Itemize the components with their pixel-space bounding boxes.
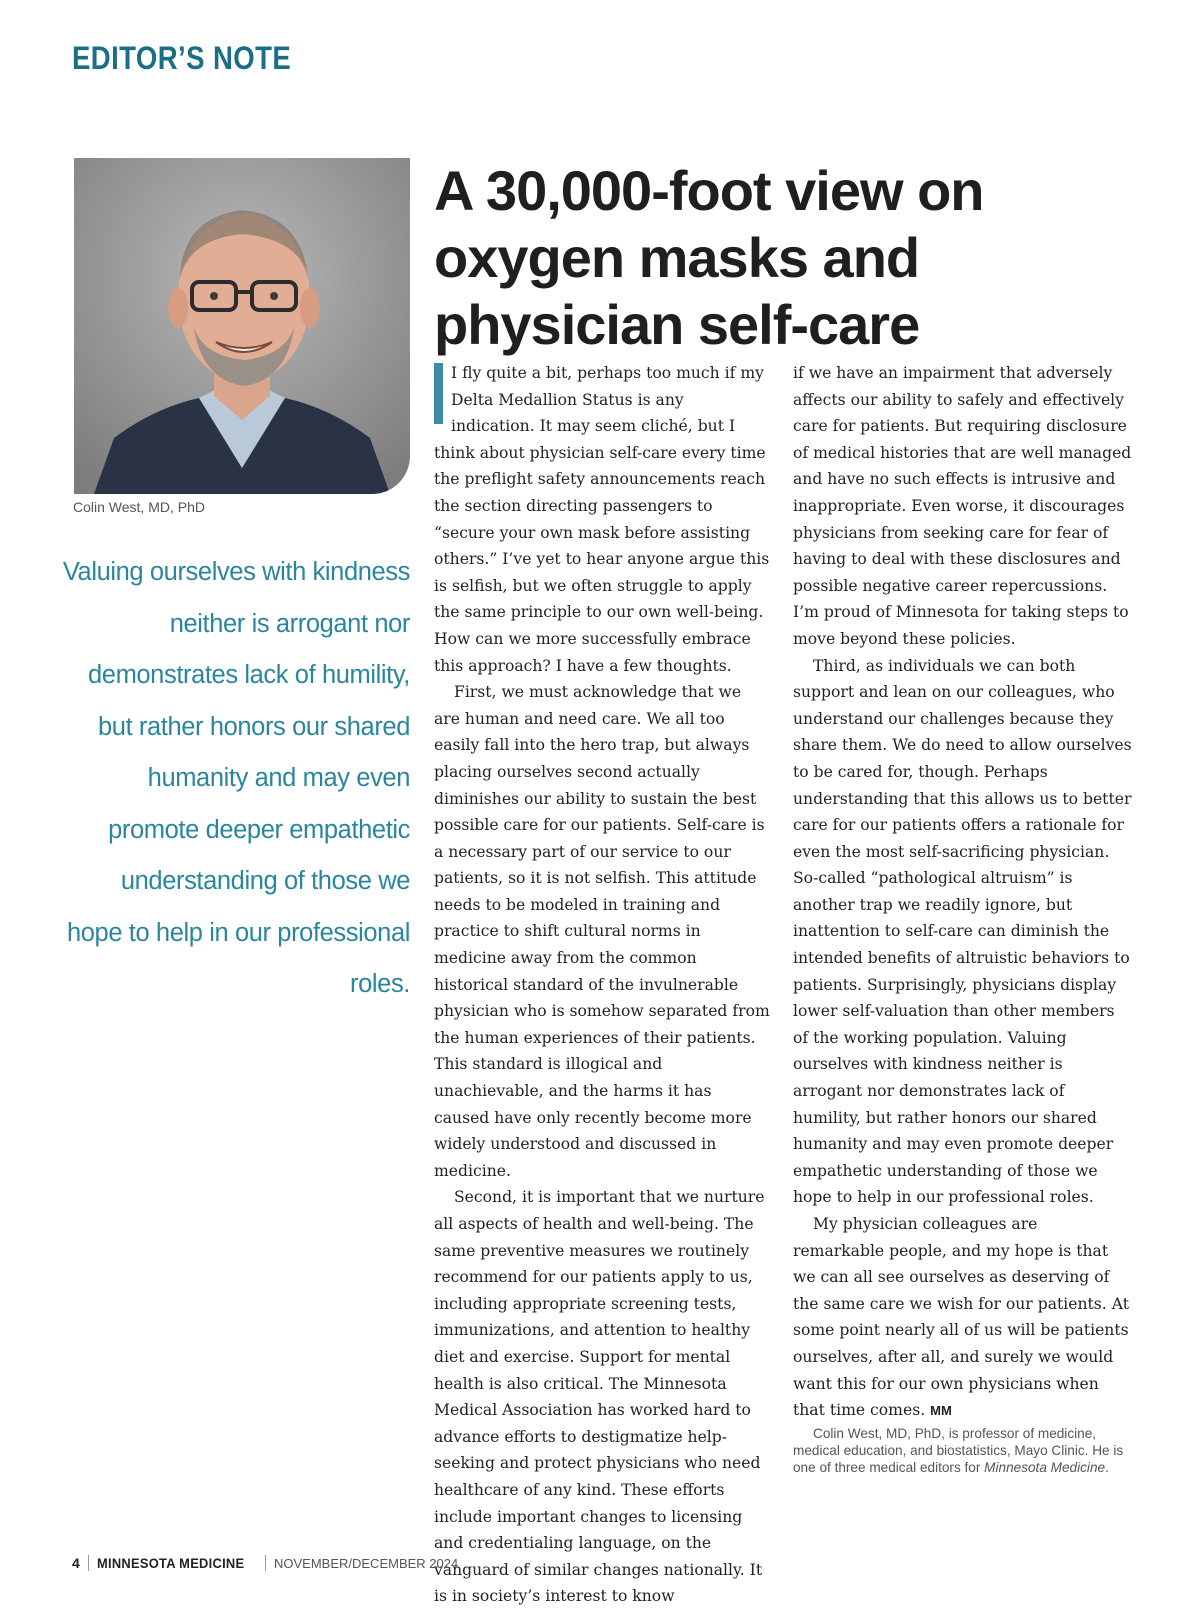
page-number: 4 <box>72 1555 80 1571</box>
article-paragraph: Third, as individuals we can both support and lean on our colleagues, who understand our challenges because they share them. We do need to allow ourselves to be cared for, though. Perhaps understanding that this allows us to better care for our patients offers a rationale for even the most self-sacrificing physician. So-called “pathological altruism” is another trap we readily ignore, but inattention to self-care can diminish the intended benefits of altruistic behaviors to patients. Surprisingly, physicians display lower self-valuation than other members of the working population. Valuing ourselves with kindness neither is arrogant nor demonstrates lack of humility, but rather honors our shared humanity and may even promote deeper empathetic understanding of those we hope to help in our professional roles. <box>793 656 1132 1207</box>
photo-caption: Colin West, MD, PhD <box>73 499 205 515</box>
author-photo <box>74 158 410 494</box>
article-paragraph: First, we must acknowledge that we are human and need care. We all too easily fall into the hero trap, but always placing ourselves second actually diminishes our ability to sustain the best possible care for our patients. Self-care is a necessary part of our service to our patients, so it is not selfish. This attitude needs to be modeled in training and practice to shift cultural norms in medicine away from the common historical standard of the invulnerable physician who is somehow separated from the human experiences of their patients. This standard is illogical and unachievable, and the harms it has caused have only recently become more widely understood and discussed in medicine. <box>434 683 770 1180</box>
issue-date: NOVEMBER/DECEMBER 2024 <box>273 1555 459 1571</box>
article-paragraph: Second, it is important that we nurture all aspects of health and well-being. The same preventive measures we routinely recommend for our patients apply to us, including appropriate screening tests, immunizations, and attention to healthy diet and exercise. Support for mental health is also critical. The Minnesota Medical Association has worked hard to advance efforts to destigmatize help-seeking and protect physicians who need healthcare of any kind. These efforts include important changes to licensing and credentialing language, on the vanguard of similar changes nationally. It is in society’s interest to know <box>434 1188 765 1606</box>
publication-name: Minnesota Medicine <box>984 1459 1106 1475</box>
end-mark: MM <box>930 1403 952 1419</box>
article-paragraph: I fly quite a bit, perhaps too much if my Delta Medallion Status is any indication. It may seem cliché, but I think about physician self-care every time the preflight safety announcements reach the section directing passengers to “secure your own mask before assisting others.” I’ve yet to hear anyone argue this is selfish, but we often struggle to apply the same principle to our own well-being. How can we more successfully embrace this approach? I have a few thoughts. <box>434 364 770 675</box>
article-paragraph: if we have an impairment that adversely affects our ability to safely and effectively care for patients. But requiring disclosure of medical histories that are well managed and have no such effects is intrusive and inappropriate. Even worse, it discourages physicians from seeking care for fear of having to deal with these disclosures and possible negative career repercussions. I’m proud of Minnesota for taking steps to move beyond these policies. <box>793 364 1132 648</box>
footer-divider <box>88 1555 89 1571</box>
article-column-1 <box>434 360 770 1610</box>
article-paragraph: My physician colleagues are remarkable people, and my hope is that we can all see ourselves as deserving of the same care we wish for our patients. At some point nearly all of us will be patients ourselves, after all, and surely we would want this for our own physicians when that time comes. MM <box>793 1215 1129 1420</box>
author-portrait-illustration <box>74 158 410 494</box>
page-footer <box>72 1555 458 1571</box>
pull-quote: Valuing ourselves with kindness neither is arrogant nor demonstrates lack of humility, but rather honors our shared humanity and may even promote deeper empathetic understanding of those we hope to help in our professional roles. <box>62 558 410 998</box>
section-label: EDITOR’S NOTE <box>72 40 292 76</box>
article-title: A 30,000-foot view on oxygen masks and physician self-care <box>434 159 984 356</box>
footer-divider <box>265 1555 266 1571</box>
author-bio: Colin West, MD, PhD, is professor of medicine, medical education, and biostatistics, Mayo Clinic. He is one of three medical editors for Minnesota Medicine. <box>793 1425 1124 1475</box>
magazine-name: MINNESOTA MEDICINE <box>96 1555 245 1571</box>
article-column-2 <box>793 360 1133 1476</box>
drop-cap-bar <box>434 363 443 424</box>
